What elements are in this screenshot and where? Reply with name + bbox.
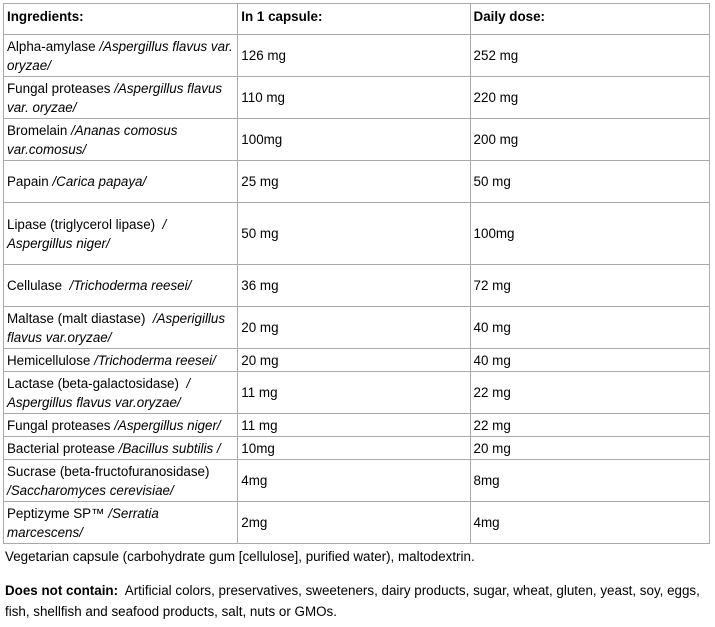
ingredient-cell <box>4 203 238 265</box>
ingredient-name: Bromelain <box>7 122 72 138</box>
ingredient-name: Bacterial protease <box>7 440 119 456</box>
daily-dose-cell: 40 mg <box>470 349 709 372</box>
daily-dose-cell: 72 mg <box>470 265 709 307</box>
ingredient-cell <box>4 460 238 502</box>
daily-dose-cell: 4mg <box>470 502 709 544</box>
ingredient-name: Hemicellulose <box>7 352 95 368</box>
capsule-amount-cell: 20 mg <box>238 307 470 349</box>
ingredient-name: Sucrase (beta-fructofuranosidase) <box>7 463 214 479</box>
ingredient-name: Lipase (triglycerol lipase) <box>7 216 163 232</box>
ingredient-source: /Serratia marcescens/ <box>7 505 159 540</box>
does-not-contain <box>3 580 710 622</box>
table-row <box>4 35 710 77</box>
ingredient-name: Peptizyme SP™ <box>7 505 109 521</box>
daily-dose-cell: 8mg <box>470 460 709 502</box>
ingredient-cell <box>4 437 238 460</box>
daily-dose-cell: 100mg <box>470 203 709 265</box>
ingredient-cell <box>4 307 238 349</box>
capsule-amount-cell: 25 mg <box>238 161 470 203</box>
capsule-amount-cell: 11 mg <box>238 372 470 414</box>
ingredient-name: Alpha-amylase <box>7 38 100 54</box>
table-row <box>4 119 710 161</box>
capsule-amount-cell: 110 mg <box>238 77 470 119</box>
table-row <box>4 265 710 307</box>
table-row <box>4 414 710 437</box>
capsule-amount-cell: 10mg <box>238 437 470 460</box>
ingredient-cell <box>4 414 238 437</box>
ingredient-cell <box>4 265 238 307</box>
table-row <box>4 307 710 349</box>
capsule-note: Vegetarian capsule (carbohydrate gum [cellulose], purified water), maltodextrin. <box>5 549 475 564</box>
ingredient-name: Fungal proteases <box>7 417 115 433</box>
does-not-contain-text: Artificial colors, preservatives, sweeteners, dairy products, sugar, wheat, gluten, yeast, soy, eggs, fish, shellfish and seafood products, salt, nuts or GMOs. <box>5 583 704 619</box>
header-daily-dose: Daily dose: <box>470 4 709 35</box>
table-header-row <box>4 4 710 35</box>
does-not-contain-label: Does not contain: <box>5 583 119 598</box>
table-row <box>4 349 710 372</box>
ingredient-source: /Aspergillus niger/ <box>114 417 221 433</box>
ingredient-cell <box>4 161 238 203</box>
ingredient-cell <box>4 349 238 372</box>
ingredients-table <box>3 3 710 544</box>
ingredient-source: /Carica papaya/ <box>52 174 147 189</box>
capsule-amount-cell: 36 mg <box>238 265 470 307</box>
ingredient-source: /Trichoderma reesei/ <box>94 352 216 368</box>
daily-dose-cell: 200 mg <box>470 119 709 161</box>
daily-dose-cell: 40 mg <box>470 307 709 349</box>
table-row <box>4 161 710 203</box>
capsule-amount-cell: 20 mg <box>238 349 470 372</box>
header-in-1-capsule: In 1 capsule: <box>238 4 470 35</box>
ingredient-source: /Trichoderma reesei/ <box>69 278 192 293</box>
capsule-amount-cell: 100mg <box>238 119 470 161</box>
ingredient-name: Fungal proteases <box>7 80 115 96</box>
ingredient-cell <box>4 119 238 161</box>
ingredient-source: /Ananas comosus var.comosus/ <box>7 122 178 157</box>
ingredient-source: /Asperigillus flavus var.oryzae/ <box>7 310 226 345</box>
table-row <box>4 460 710 502</box>
ingredient-cell <box>4 35 238 77</box>
ingredient-source: /Bacillus subtilis / <box>118 440 221 456</box>
header-ingredients: Ingredients: <box>4 4 238 35</box>
ingredient-source: /Aspergillus flavus var. oryzae/ <box>7 38 233 73</box>
ingredient-source: / Aspergillus niger/ <box>7 216 167 251</box>
daily-dose-cell: 20 mg <box>470 437 709 460</box>
daily-dose-cell: 220 mg <box>470 77 709 119</box>
ingredient-source: /Saccharomyces cerevisiae/ <box>7 482 174 498</box>
table-row <box>4 372 710 414</box>
table-row <box>4 437 710 460</box>
ingredient-cell <box>4 502 238 544</box>
ingredient-name: Cellulase <box>7 278 70 293</box>
daily-dose-cell: 22 mg <box>470 372 709 414</box>
table-row <box>4 502 710 544</box>
capsule-amount-cell: 2mg <box>238 502 470 544</box>
daily-dose-cell: 22 mg <box>470 414 709 437</box>
table-row <box>4 77 710 119</box>
capsule-amount-cell: 126 mg <box>238 35 470 77</box>
ingredient-name: Maltase (malt diastase) <box>7 310 153 326</box>
ingredient-source: /Aspergillus flavus var. oryzae/ <box>7 80 223 115</box>
ingredient-name: Lactase (beta-galactosidase) <box>7 375 187 391</box>
ingredient-cell <box>4 77 238 119</box>
capsule-amount-cell: 50 mg <box>238 203 470 265</box>
table-row <box>4 203 710 265</box>
daily-dose-cell: 50 mg <box>470 161 709 203</box>
ingredients-document <box>3 3 710 622</box>
ingredient-source: / Aspergillus flavus var.oryzae/ <box>7 375 191 410</box>
capsule-amount-cell: 11 mg <box>238 414 470 437</box>
ingredient-cell <box>4 372 238 414</box>
capsule-amount-cell: 4mg <box>238 460 470 502</box>
daily-dose-cell: 252 mg <box>470 35 709 77</box>
ingredient-name: Papain <box>7 174 53 189</box>
